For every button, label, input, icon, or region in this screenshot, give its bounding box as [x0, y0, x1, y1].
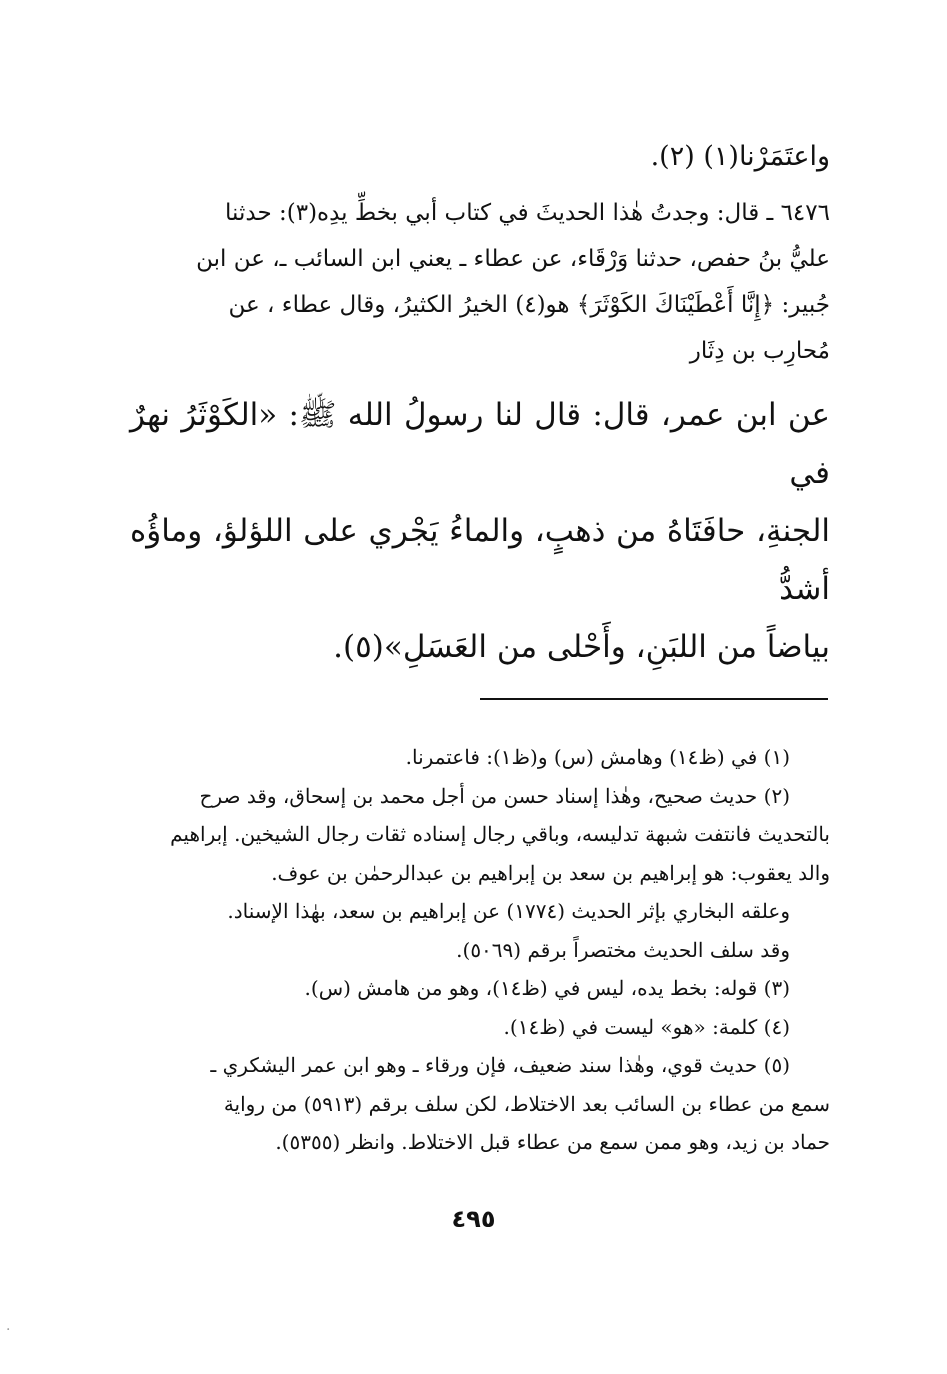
hadith-body-line: عن ابن عمر، قال: قال لنا رسولُ الله ﷺ: «الكَوْثَرُ نهرٌ في — [130, 397, 830, 491]
footnote-line: (٥) حديث قوي، وهٰذا سند ضعيف، فإن ورقاء ـ وهو ابن عمر اليشكري ـ — [210, 1053, 790, 1077]
continuation-text: واعتَمَرْنا(١) (٢). — [650, 141, 830, 172]
footnote-divider — [480, 698, 828, 700]
footnotes — [130, 738, 830, 1162]
footnote-line: (٤) كلمة: «هو» ليست في (ظ١٤). — [503, 1014, 790, 1039]
footnote-line: وعلقه البخاري بإثر الحديث (١٧٧٤) عن إبراهيم بن سعد، بهٰذا الإسناد. — [227, 899, 790, 923]
footnote-line: (١) في (ظ١٤) وهامش (س) و(ظ١): فاعتمرنا. — [405, 745, 790, 769]
hadith-intro-line: مُحارِب بن دِثَار — [689, 338, 830, 364]
footnote-line: (٣) قوله: بخط يده، ليس في (ظ١٤)، وهو من هامش (س). — [304, 976, 790, 1000]
footnote-line: وقد سلف الحديث مختصراً برقم (٥٠٦٩). — [456, 937, 790, 962]
continuation-line — [130, 132, 830, 182]
hadith-intro-line: عليُّ بنُ حفص، حدثنا وَرْقَاء، عن عطاء ـ يعني ابن السائب ـ، عن ابن — [196, 246, 830, 272]
hadith-isnad — [130, 190, 830, 374]
hadith-intro-line: جُبير: ﴿إِنَّا أَعْطَيْنَاكَ الكَوْثَرَ﴾ هو(٤) الخيرُ الكثيرُ، وقال عطاء ، عن — [228, 292, 830, 318]
hadith-6476 — [130, 190, 830, 676]
footnote-line: حماد بن زيد، وهو ممن سمع من عطاء قبل الاختلاط. وانظر (٥٣٥٥). — [275, 1130, 830, 1154]
corner-mark: · — [6, 1322, 11, 1338]
footnote-line: والد يعقوب: هو إبراهيم بن سعد بن إبراهيم بن عبدالرحمٰن بن عوف. — [271, 860, 830, 885]
hadith-body-line: الجنةِ، حافَتَاهُ من ذهبٍ، والماءُ يَجْري على اللؤلؤ، وماؤُه أشدُّ — [130, 513, 830, 607]
footnote-line: (٢) حديث صحيح، وهٰذا إسناد حسن من أجل محمد بن إسحاق، وقد صرح — [199, 783, 790, 808]
footnote-line: بالتحديث فانتفت شبهة تدليسه، وباقي رجال إسناده ثقات رجال الشيخين. إبراهيم — [170, 822, 830, 846]
hadith-matn — [130, 386, 830, 676]
page-number: ٤٩٥ — [451, 1205, 496, 1233]
footnote-line: سمع من عطاء بن السائب بعد الاختلاط، لكن سلف برقم (٥٩١٣) من رواية — [223, 1091, 830, 1116]
hadith-intro-line: ٦٤٧٦ ـ قال: وجدتُ هٰذا الحديثَ في كتاب أبي بخطِّ يدِه(٣): حدثنا — [225, 200, 830, 226]
hadith-body-line: بياضاً من اللبَنِ، وأَحْلى من العَسَلِ»(٥). — [333, 629, 830, 665]
